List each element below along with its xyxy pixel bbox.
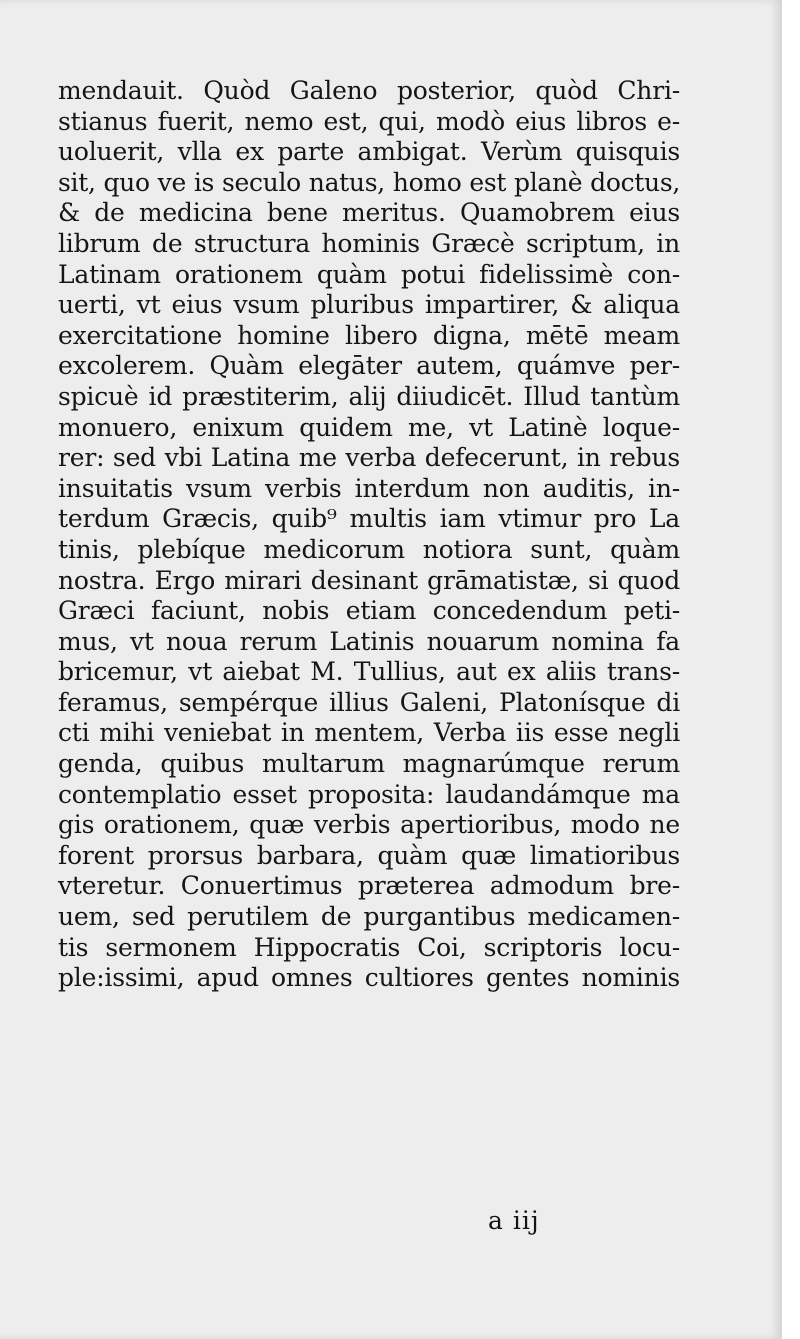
text-line: insuitatis vsum verbis interdum non auditis, in- bbox=[58, 473, 680, 503]
text-line: nostra. Ergo mirari desinant grāmatistæ, si quod bbox=[58, 565, 680, 595]
text-line: uoluerit, vlla ex parte ambigat. Verùm quisquis bbox=[58, 137, 680, 167]
text-line: contemplatio esset proposita: laudandámque ma bbox=[58, 779, 680, 809]
body-text bbox=[58, 76, 680, 994]
text-line: mendauit. Quòd Galeno posterior, quòd Chri- bbox=[58, 76, 680, 105]
page-edge bbox=[782, 0, 800, 1339]
text-line: uem, sed perutilem de purgantibus medicamen- bbox=[58, 902, 680, 932]
text-line: bricemur, vt aiebat M. Tullius, aut ex aliis trans- bbox=[58, 657, 680, 687]
text-line: sit, quo ve is seculo natus, homo est planè doctus, bbox=[58, 167, 680, 197]
text-line: vteretur. Conuertimus præterea admodum bre- bbox=[58, 871, 680, 901]
text-line: Græci faciunt, nobis etiam concedendum peti- bbox=[58, 596, 680, 626]
text-line: librum de structura hominis Græcè scriptum, in bbox=[58, 228, 680, 258]
signature-mark: a iij bbox=[488, 1206, 540, 1235]
text-line: gis orationem, quæ verbis apertioribus, modo ne bbox=[58, 810, 680, 840]
text-line: tis sermonem Hippocratis Coi, scriptoris locu- bbox=[58, 932, 680, 962]
text-line: excolerem. Quàm elegāter autem, quámve per- bbox=[58, 351, 680, 381]
text-line: mus, vt noua rerum Latinis nouarum nomina fa bbox=[58, 626, 680, 656]
text-line: terdum Græcis, quib⁹ multis iam vtimur pro La bbox=[58, 504, 680, 534]
text-line: rer: sed vbi Latina me verba defecerunt, in rebus bbox=[58, 443, 680, 473]
text-line: cti mihi veniebat in mentem, Verba iis esse negli bbox=[58, 718, 680, 748]
text-line: spicuè id præstiterim, alij diiudicēt. Illud tantùm bbox=[58, 381, 680, 411]
text-line: ple:issimi, apud omnes cultiores gentes nominis bbox=[58, 963, 680, 993]
text-line: monuero, enixum quidem me, vt Latinè loque- bbox=[58, 412, 680, 442]
text-line: feramus, sempérque illius Galeni, Platonísque di bbox=[58, 687, 680, 717]
text-line: uerti, vt eius vsum pluribus impartirer, & aliqua bbox=[58, 290, 680, 320]
text-line: genda, quibus multarum magnarúmque rerum bbox=[58, 749, 680, 779]
text-line: stianus fuerit, nemo est, qui, modò eius libros e- bbox=[58, 106, 680, 136]
text-line: & de medicina bene meritus. Quamobrem eius bbox=[58, 198, 680, 228]
text-line: tinis, plebíque medicorum notiora sunt, quàm bbox=[58, 534, 680, 564]
text-line: Latinam orationem quàm potui fidelissimè con- bbox=[58, 259, 680, 289]
text-line: forent prorsus barbara, quàm quæ limatioribus bbox=[58, 840, 680, 870]
text-line: exercitatione homine libero digna, mētē meam bbox=[58, 320, 680, 350]
